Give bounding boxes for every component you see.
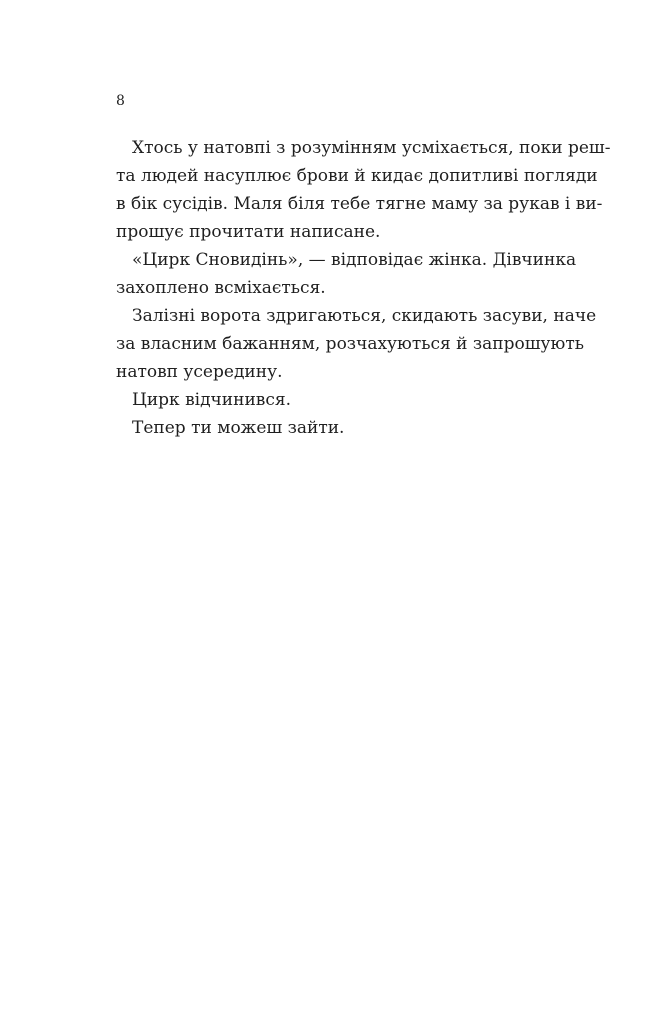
body-text: [116, 134, 611, 442]
text-line: Цирк відчинився.: [132, 390, 291, 410]
page-number: 8: [116, 93, 125, 109]
text-line: захоплено всміхається.: [116, 278, 326, 298]
text-line: прошує прочитати написане.: [116, 222, 381, 242]
text-line: натовп усередину.: [116, 362, 283, 382]
text-line: Залізні ворота здригаються, скидають засуви, наче: [132, 306, 597, 326]
text-line: та людей насуплює брови й кидає допитливі погляди: [116, 166, 598, 186]
text-line: Тепер ти можеш зайти.: [132, 418, 345, 438]
text-line: «Цирк Сновидінь», — відповідає жінка. Дівчинка: [132, 250, 577, 270]
text-line: в бік сусідів. Маля біля тебе тягне маму за рукав і ви-: [116, 194, 603, 214]
text-line: Хтось у натовпі з розумінням усміхається, поки реш-: [132, 138, 611, 158]
text-line: за власним бажанням, розчахуються й запрошують: [116, 334, 585, 354]
